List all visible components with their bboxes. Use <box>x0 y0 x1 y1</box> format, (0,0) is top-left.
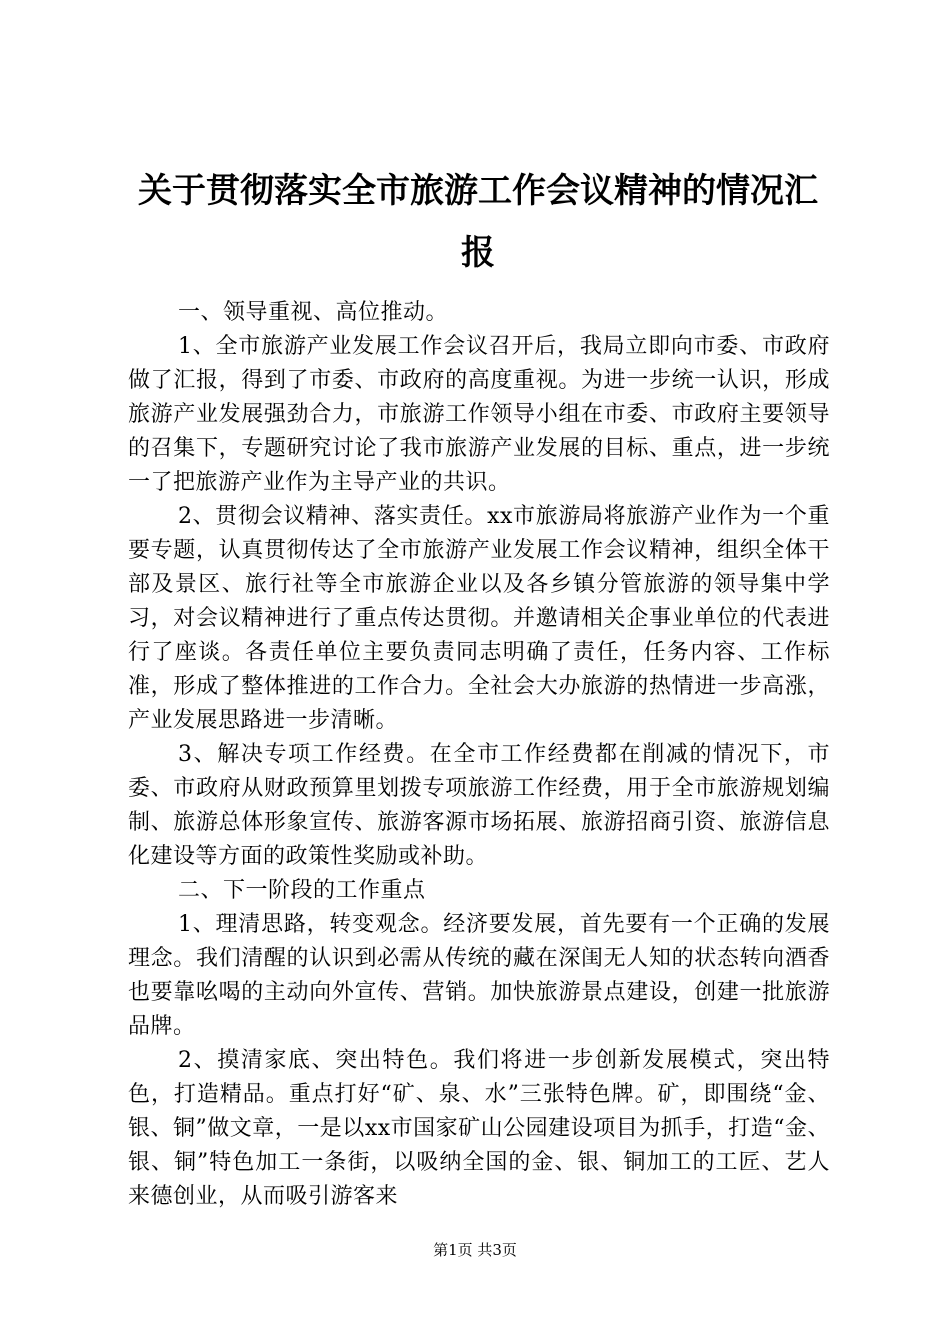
paragraph-2-2: 2、摸清家底、突出特色。我们将进一步创新发展模式，突出特色，打造精品。重点打好“矿、泉、水”三张特色牌。矿，即围绕“金、银、铜”做文章，一是以xx市国家矿山公园建设项目为抓手，打造“金、银、铜”特色加工一条街，以吸纳全国的金、银、铜加工的工匠、艺人来德创业，从而吸引游客来 <box>128 1048 830 1209</box>
paragraph-1-2: 2、贯彻会议精神、落实责任。xx市旅游局将旅游产业作为一个重要专题，认真贯彻传达了全市旅游产业发展工作会议精神，组织全体干部及景区、旅行社等全市旅游企业以及各乡镇分管旅游的领导集中学习，对会议精神进行了重点传达贯彻。并邀请相关企事业单位的代表进行了座谈。各责任单位主要负责同志明确了责任，任务内容、工作标准，形成了整体推进的工作合力。全社会大办旅游的热情进一步高涨，产业发展思路进一步清晰。 <box>128 504 830 733</box>
section-heading-1: 一、领导重视、高位推动。 <box>178 300 449 325</box>
document-body <box>128 296 830 1214</box>
section-heading-2: 二、下一阶段的工作重点 <box>178 878 426 903</box>
document-title: 关于贯彻落实全市旅游工作会议精神的情况汇报 <box>138 171 818 273</box>
paragraph-2-1: 1、理清思路，转变观念。经济要发展，首先要有一个正确的发展理念。我们清醒的认识到必需从传统的藏在深闺无人知的状态转向酒香也要靠吆喝的主动向外宣传、营销。加快旅游景点建设，创建一批旅游品牌。 <box>128 912 830 1039</box>
paragraph-1-3: 3、解决专项工作经费。在全市工作经费都在削减的情况下，市委、市政府从财政预算里划拨专项旅游工作经费，用于全市旅游规划编制、旅游总体形象宣传、旅游客源市场拓展、旅游招商引资、旅游信息化建设等方面的政策性奖励或补助。 <box>128 742 830 869</box>
paragraph-1-1: 1、全市旅游产业发展工作会议召开后，我局立即向市委、市政府做了汇报，得到了市委、市政府的高度重视。为进一步统一认识，形成旅游产业发展强劲合力，市旅游工作领导小组在市委、市政府主要领导的召集下，专题研究讨论了我市旅游产业发展的目标、重点，进一步统一了把旅游产业作为主导产业的共识。 <box>128 334 830 495</box>
page-footer: 第1页 共3页 <box>433 1241 517 1259</box>
